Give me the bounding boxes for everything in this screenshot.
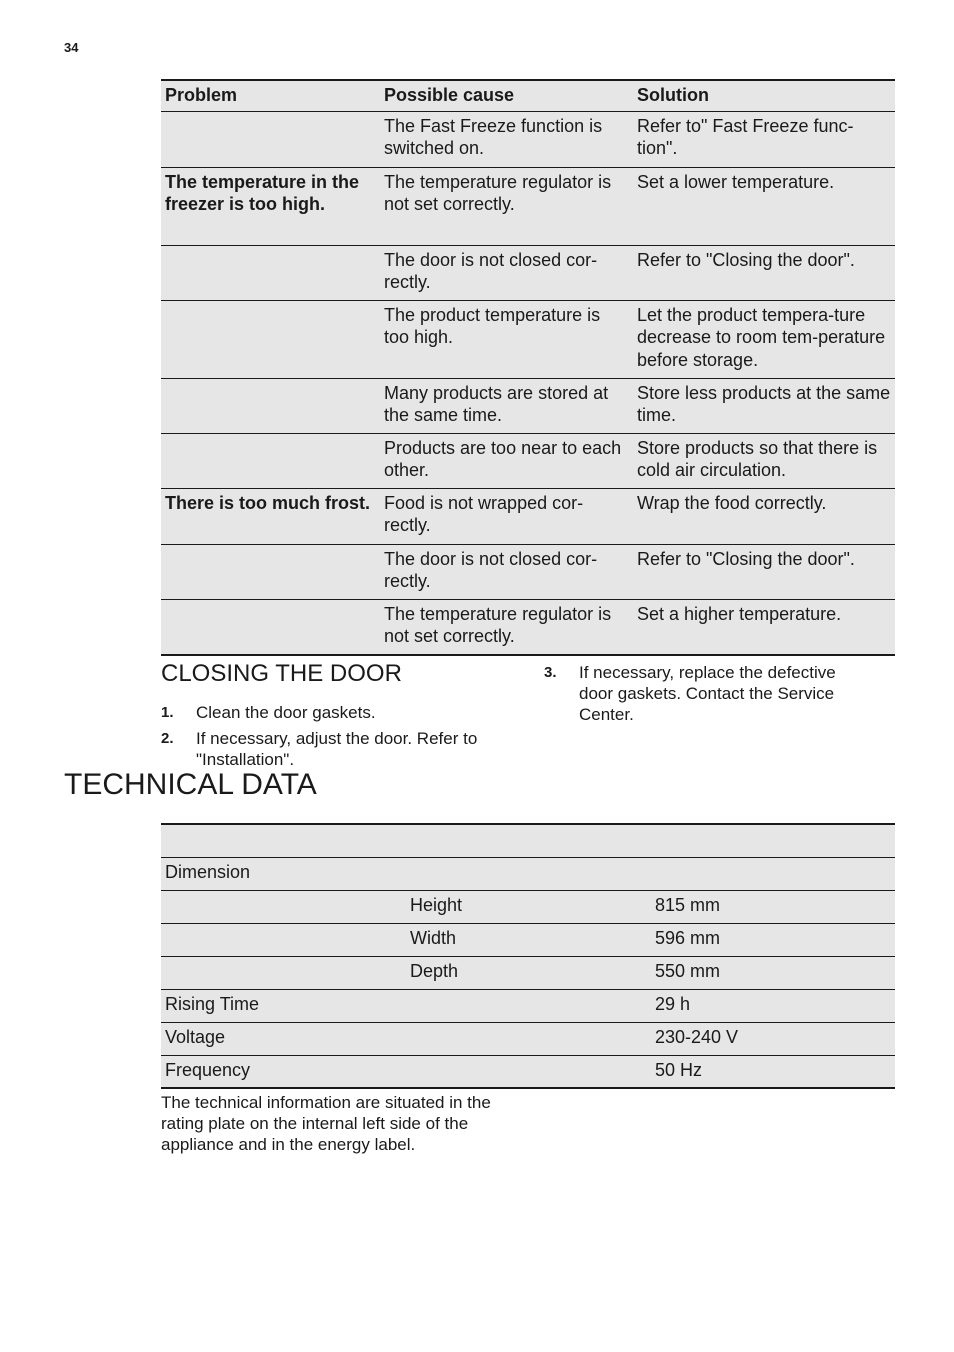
table-row bbox=[161, 890, 895, 923]
table-row bbox=[161, 378, 895, 433]
cause-cell: The product temperature is too high. bbox=[380, 300, 633, 378]
spec-sub-label bbox=[406, 1055, 651, 1088]
spec-value: 50 Hz bbox=[651, 1055, 895, 1088]
table-row bbox=[161, 857, 895, 890]
table-row bbox=[161, 111, 895, 167]
step-text: Clean the door gaskets. bbox=[196, 703, 376, 722]
table-row bbox=[161, 488, 895, 544]
table-row bbox=[161, 956, 895, 989]
spec-value: 29 h bbox=[651, 989, 895, 1022]
table-row bbox=[161, 167, 895, 245]
problem-cell bbox=[161, 111, 380, 167]
cause-cell: The door is not closed cor-rectly. bbox=[380, 544, 633, 599]
step-number: 3. bbox=[544, 664, 557, 681]
spec-label bbox=[161, 824, 406, 857]
spec-sub-label: Width bbox=[406, 923, 651, 956]
spec-value bbox=[651, 857, 895, 890]
problem-cell bbox=[161, 544, 380, 599]
spec-sub-label: Height bbox=[406, 890, 651, 923]
step-text: If necessary, adjust the door. Refer to "Installation". bbox=[196, 729, 478, 769]
problem-cell bbox=[161, 378, 380, 433]
section-title-closing-door: CLOSING THE DOOR bbox=[161, 660, 402, 687]
technical-data-table bbox=[161, 823, 895, 1089]
cause-cell: The temperature regulator is not set correctly. bbox=[380, 167, 633, 245]
list-item bbox=[161, 728, 513, 770]
table-header-row bbox=[161, 80, 895, 111]
spec-value bbox=[651, 824, 895, 857]
spec-value: 550 mm bbox=[651, 956, 895, 989]
problem-cell bbox=[161, 433, 380, 488]
spec-value: 230-240 V bbox=[651, 1022, 895, 1055]
cause-cell: The door is not closed cor-rectly. bbox=[380, 245, 633, 300]
header-problem: Problem bbox=[161, 80, 380, 111]
spec-sub-label: Depth bbox=[406, 956, 651, 989]
table-row bbox=[161, 245, 895, 300]
cause-cell: Products are too near to each other. bbox=[380, 433, 633, 488]
problem-cell bbox=[161, 599, 380, 655]
solution-cell: Wrap the food correctly. bbox=[633, 488, 895, 544]
spec-sub-label bbox=[406, 989, 651, 1022]
list-item bbox=[544, 662, 874, 725]
steps-list bbox=[544, 662, 874, 730]
table-row bbox=[161, 1022, 895, 1055]
step-text: If necessary, replace the defective door gaskets. Contact the Service Center. bbox=[579, 663, 836, 724]
problem-cell bbox=[161, 300, 380, 378]
solution-cell: Refer to" Fast Freeze func-tion". bbox=[633, 111, 895, 167]
table-row bbox=[161, 300, 895, 378]
spec-label: Dimension bbox=[161, 857, 406, 890]
troubleshooting-table bbox=[161, 79, 895, 656]
solution-cell: Set a lower temperature. bbox=[633, 167, 895, 245]
cause-cell: Many products are stored at the same time. bbox=[380, 378, 633, 433]
spec-label bbox=[161, 923, 406, 956]
solution-cell: Store less products at the same time. bbox=[633, 378, 895, 433]
table-row bbox=[161, 923, 895, 956]
section-title-technical-data: TECHNICAL DATA bbox=[64, 768, 317, 801]
step-number: 1. bbox=[161, 704, 174, 721]
technical-info-note: The technical information are situated in the rating plate on the internal left side of the appliance and in the energy label. bbox=[161, 1093, 491, 1154]
table-row bbox=[161, 599, 895, 655]
solution-cell: Store products so that there is cold air circulation. bbox=[633, 433, 895, 488]
header-possible-cause: Possible cause bbox=[380, 80, 633, 111]
page-number: 34 bbox=[64, 40, 79, 55]
spec-value: 815 mm bbox=[651, 890, 895, 923]
spec-label: Rising Time bbox=[161, 989, 406, 1022]
spec-value: 596 mm bbox=[651, 923, 895, 956]
spec-sub-label bbox=[406, 824, 651, 857]
problem-cell: There is too much frost. bbox=[161, 488, 380, 544]
table-row bbox=[161, 989, 895, 1022]
solution-cell: Let the product tempera-ture decrease to room tem-perature before storage. bbox=[633, 300, 895, 378]
table-row bbox=[161, 544, 895, 599]
spec-label: Voltage bbox=[161, 1022, 406, 1055]
spec-label bbox=[161, 890, 406, 923]
spec-sub-label bbox=[406, 1022, 651, 1055]
table-row bbox=[161, 433, 895, 488]
spec-label bbox=[161, 956, 406, 989]
table-row bbox=[161, 824, 895, 857]
cause-cell: The temperature regulator is not set correctly. bbox=[380, 599, 633, 655]
table-row bbox=[161, 1055, 895, 1088]
solution-cell: Refer to "Closing the door". bbox=[633, 245, 895, 300]
list-item bbox=[161, 702, 513, 723]
problem-cell bbox=[161, 245, 380, 300]
spec-sub-label bbox=[406, 857, 651, 890]
cause-cell: Food is not wrapped cor-rectly. bbox=[380, 488, 633, 544]
spec-label: Frequency bbox=[161, 1055, 406, 1088]
cause-cell: The Fast Freeze function is switched on. bbox=[380, 111, 633, 167]
solution-cell: Set a higher temperature. bbox=[633, 599, 895, 655]
header-solution: Solution bbox=[633, 80, 895, 111]
solution-cell: Refer to "Closing the door". bbox=[633, 544, 895, 599]
steps-list bbox=[161, 702, 513, 775]
problem-cell: The temperature in the freezer is too high. bbox=[161, 167, 380, 245]
step-number: 2. bbox=[161, 730, 174, 747]
